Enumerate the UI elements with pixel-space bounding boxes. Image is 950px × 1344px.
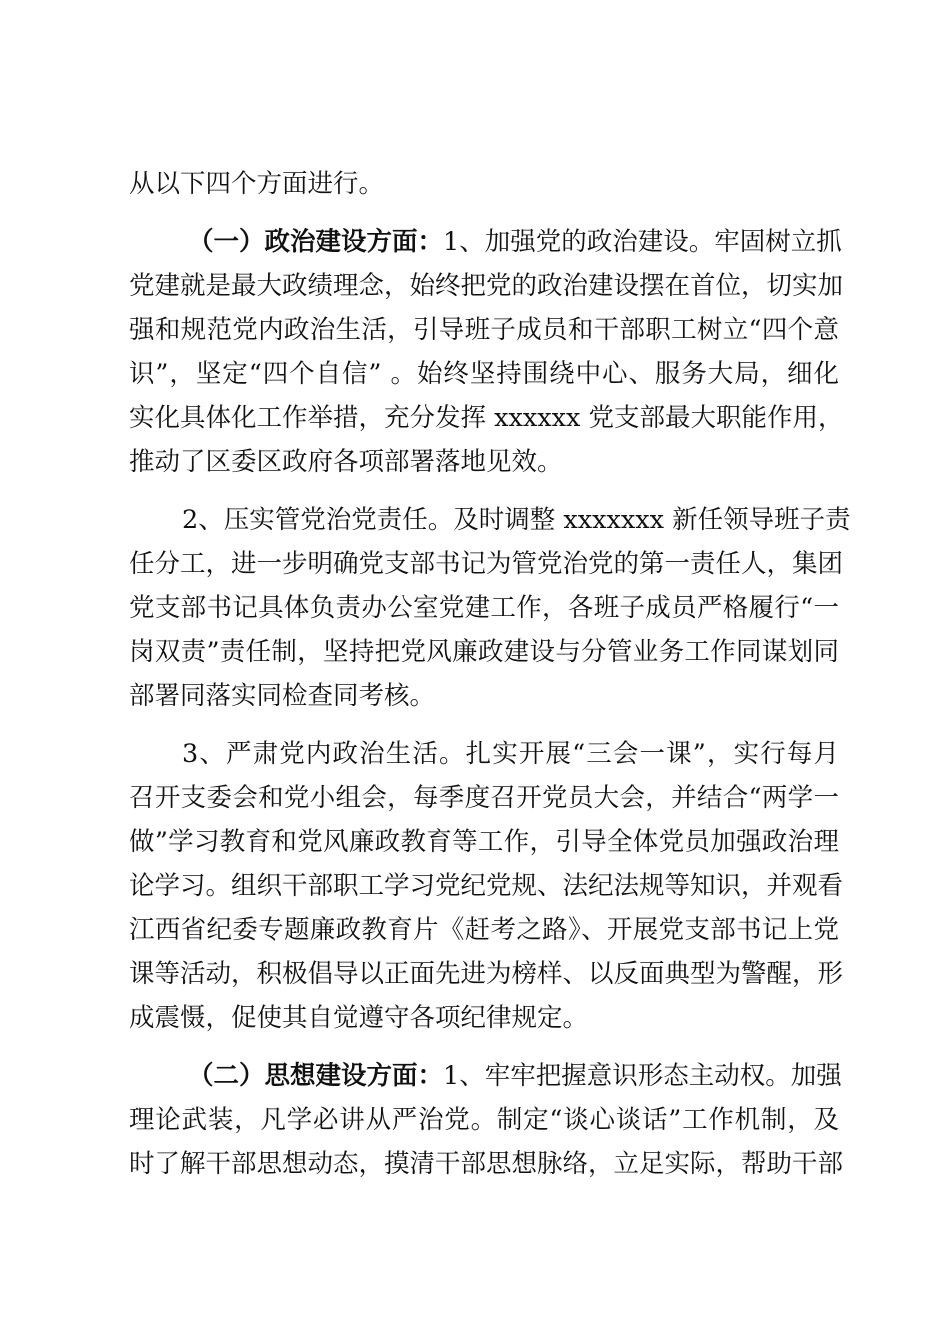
text-line: 做”学习教育和党风廉政教育等工作，引导全体党员加强政治理 <box>129 827 839 857</box>
text-span: 1、加强党的政治建设。牢固树立抓 <box>443 227 842 257</box>
text-line: 任分工，进一步明确党支部书记为管党治党的第一责任人，集团 <box>129 549 844 579</box>
text-span: 1、牢牢把握意识形态主动权。加强 <box>443 1061 842 1091</box>
text-line: 党建就是最大政绩理念，始终把党的政治建设摆在首位，切实加 <box>129 271 844 301</box>
text-line: 从以下四个方面进行。 <box>129 169 385 199</box>
paragraph-first-line <box>188 220 842 264</box>
text-line: 召开支委会和党小组会，每季度召开党员大会，并结合“两学一 <box>129 783 839 813</box>
text-line: 实化具体化工作举措，充分发挥 xxxxxx 党支部最大职能作用， <box>129 403 844 433</box>
text-line: 时了解干部思想动态，摸清干部思想脉络，立足实际，帮助干部 <box>129 1149 844 1179</box>
text-line: 党支部书记具体负责办公室党建工作，各班子成员严格履行“一 <box>129 593 839 623</box>
text-line: 推动了区委区政府各项部署落地见效。 <box>129 447 563 477</box>
text-line: 论学习。组织干部职工学习党纪党规、法纪法规等知识，并观看 <box>129 871 844 901</box>
text-line: 课等活动，积极倡导以正面先进为榜样、以反面典型为警醒，形 <box>129 959 844 989</box>
text-line: 部署同落实同检查同考核。 <box>129 681 436 711</box>
section-heading-political: （一）政治建设方面： <box>188 227 444 257</box>
text-line: 江西省纪委专题廉政教育片《赶考之路》、开展党支部书记上党 <box>129 915 839 945</box>
text-line: 岗双责”责任制，坚持把党风廉政建设与分管业务工作同谋划同 <box>129 637 839 667</box>
text-line: 理论武装，凡学必讲从严治党。制定“谈心谈话”工作机制，及 <box>129 1105 839 1135</box>
text-line: 识”，坚定“四个自信” 。始终坚持围绕中心、服务大局，细化 <box>129 359 839 389</box>
text-line: 成震慑，促使其自觉遵守各项纪律规定。 <box>129 1003 589 1033</box>
paragraph-first-line <box>188 1054 842 1098</box>
text-line: 3、严肃党内政治生活。扎实开展“三会一课”，实行每月 <box>182 739 839 769</box>
text-line: 强和规范党内政治生活，引导班子成员和干部职工树立“四个意 <box>129 315 839 345</box>
section-heading-ideological: （二）思想建设方面： <box>188 1061 444 1091</box>
text-line: 2、压实管党治党责任。及时调整 xxxxxxx 新任领导班子责 <box>182 505 851 535</box>
